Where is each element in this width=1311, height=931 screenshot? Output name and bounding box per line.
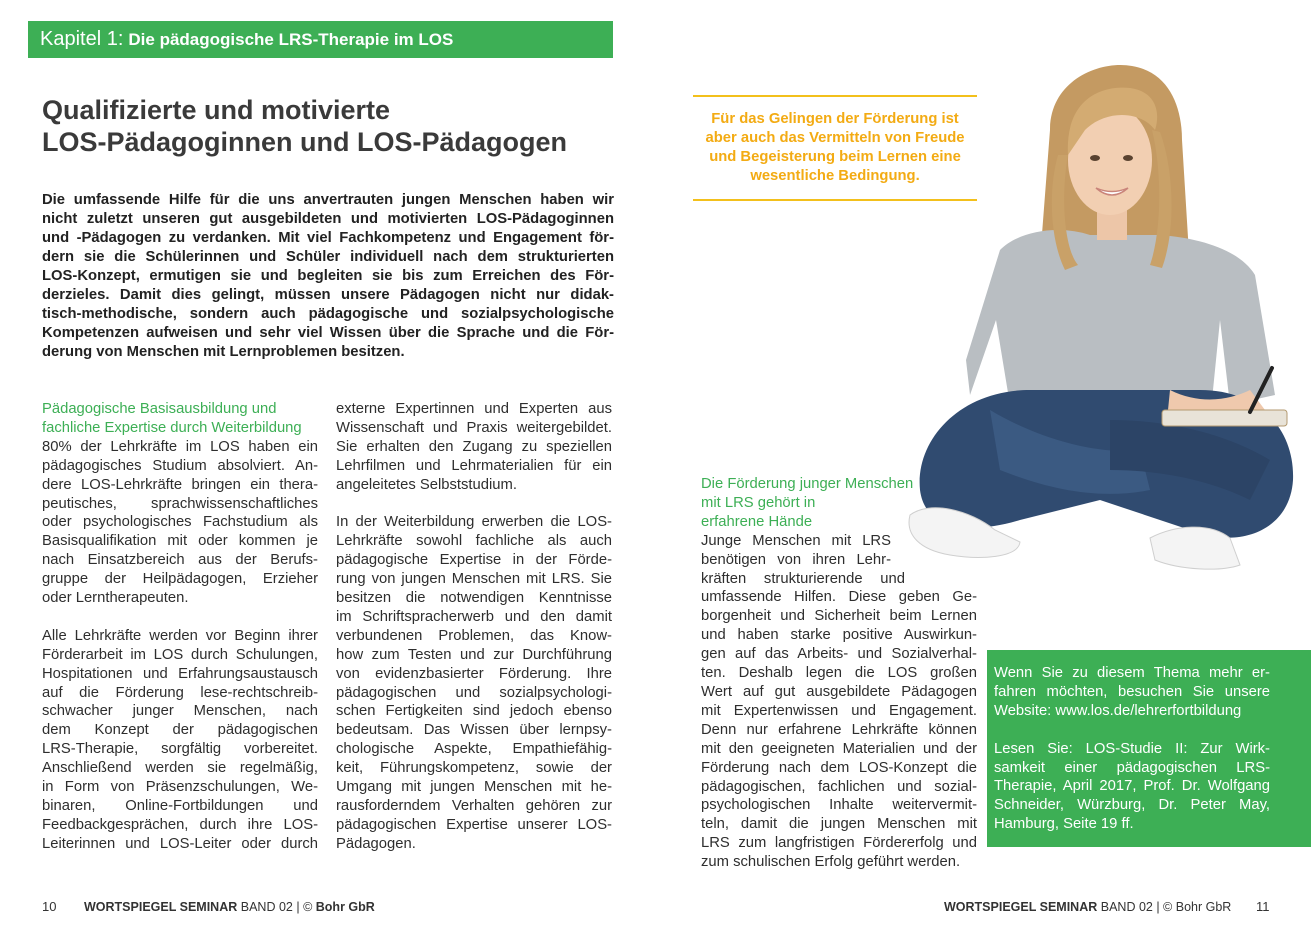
footer-brand: WORTSPIEGEL SEMINAR [944,900,1098,914]
body-line: pädagogisches Studium absolviert. An- [42,457,318,474]
info-line: Therapie, April 2017, Prof. Dr. Wolfgang [994,778,1270,795]
body-line: how zum Testen und zur Durchführung [336,646,612,663]
body-line: rausforderndem Verhalten gehören zur [336,798,612,815]
body-line: dere LOS-Lehrkräfte bringen ein thera- [42,476,318,493]
body-line: von evidenzbasierter Förderung. Ihre [336,665,612,682]
body-line: Junge Menschen mit LRS [701,532,891,549]
info-line: Lesen Sie: LOS-Studie II: Zur Wirk- [994,740,1270,757]
body-line: Basisqualifikation mit oder kommen je [42,533,318,550]
section-heading: fachliche Expertise durch Weiterbildung [42,419,302,436]
chapter-banner [28,21,613,58]
text-column-left [42,400,318,854]
intro-line: Kompetenzen aufweisen und sehr viel Wissen über die Sprache und die För- [42,325,614,341]
body-line: Förderung nach dem LOS-Konzept die [701,759,977,776]
intro-line: Die umfassende Hilfe für die uns anvertrauten jungen Menschen haben wir [42,192,614,208]
body-line: mit den geeigneten Materialien und der [701,740,977,757]
body-line: verbundenen Problemen, das Know- [336,627,612,644]
body-line: 80% der Lehrkräfte im LOS haben ein [42,438,318,455]
body-line: bedeutsam. Das Wissen über lernpsy- [336,722,612,739]
body-line: Lehrkräfte sowohl fachliche als auch [336,533,612,550]
body-line: externe Expertinnen und Experten aus [336,401,612,417]
intro-line: LOS-Konzept, ermutigen sie und begleiten sie bis zum Erreichen des För- [42,268,614,284]
body-line: pädagogischen Expertise unserer LOS- [336,816,612,833]
footer-owner: Bohr GbR [315,900,375,914]
body-line: nach Einsatzbereich aus der Berufs- [42,552,318,569]
intro-paragraph [42,191,614,362]
body-line: binaren, Online-Fortbildungen und [42,798,318,815]
text-column-middle [336,400,612,854]
body-line: rung von jungen Menschen mit LRS. Sie [336,571,612,588]
info-line: Schneider, Würzburg, Dr. Peter May, [994,797,1270,814]
body-line: Feedbackgesprächen, durch ihre LOS- [42,816,318,833]
body-line: zum schulischen Erfolg geführt werden. [701,854,961,871]
text-column-right [701,475,977,872]
page-number-left: 10 [42,899,57,914]
body-line: chologische Aspekte, Empathiefähig- [336,741,612,758]
intro-line: derung von Menschen mit Lernproblemen besitzen. [42,344,405,360]
body-line: Anschließend werden sie regelmäßig, [42,760,318,777]
intro-line: derzieles. Damit dies gelingt, müssen unsere Pädagogen nicht nur didak- [42,287,614,303]
website-link[interactable]: Website: www.los.de/lehrerfortbildung [994,702,1242,719]
body-line: schen Fertigkeiten sind jedoch ebenso [336,703,612,720]
body-line: LRS-Therapie, sorgfältig vorbereitet. [42,741,318,758]
body-line: peutisches, sprachwissenschaftliches [42,495,318,512]
body-line: oder Lerntherapeuten. [42,590,189,607]
body-line: Wert auf gut ausgebildete Pädagogen [701,683,977,700]
quote-line: und Begeisterung beim Lernen eine [709,149,961,165]
footer-brand: WORTSPIEGEL SEMINAR [84,900,238,914]
section-heading: mit LRS gehört in [701,494,816,511]
info-box [987,650,1311,847]
footer-band: BAND 02 | © Bohr GbR [1100,900,1232,914]
quote-line: aber auch das Vermitteln von Freude [705,130,965,146]
page-number-right: 11 [1256,899,1270,914]
footer-band: BAND 02 | [240,900,300,914]
body-line: In der Weiterbildung erwerben die LOS- [336,514,612,531]
body-line: benötigen von ihren Lehr- [701,551,891,568]
footer-copyright: © [303,900,313,914]
body-line: angeleitetes Selbststudium. [336,476,517,493]
body-line: kräften strukturierende und [701,570,905,587]
body-line: oder psychologisches Fachstudium als [42,514,318,531]
body-line: keit, Führungskompetenz, sowie der [336,760,612,777]
body-line: mit Expertenwissen und Engagement. [701,702,977,719]
footer-right [944,900,1231,914]
title-line: LOS-Pädagoginnen und LOS-Pädagogen [42,127,567,157]
body-line: in Form von Präsenzschulungen, We- [42,779,318,796]
body-line: schwacher junger Menschen, nach [42,703,318,720]
section-heading: Pädagogische Basisausbildung und [42,401,277,417]
info-line: fahren möchten, besuchen Sie unsere [994,683,1270,700]
chapter-label: Kapitel 1: [40,28,124,50]
body-line: besitzen die notwendigen Kenntnisse [336,590,612,607]
body-line: Leiterinnen und LOS-Leiter oder durch [42,835,318,852]
body-line: pädagogischen und sozialpsychologi- [336,684,612,701]
body-line: Lehrfilmen und Lehrmaterialien für ein [336,457,612,474]
body-line: Wissenschaft und Praxis weitergebildet. [336,419,612,436]
info-line: Wenn Sie zu diesem Thema mehr er- [994,665,1270,681]
body-line: Hospitationen und Erfahrungsaustausch [42,665,318,682]
quote-line: wesentliche Bedingung. [750,168,920,184]
body-line: gruppe der Heilpädagogen, Erzieher [42,571,318,588]
body-line: dem Konzept der pädagogischen [42,722,318,739]
page-title [42,94,612,158]
body-line: Sie erhalten den Zugang zu speziellen [336,438,612,455]
body-line: pädagogische Expertise in der Förde- [336,552,612,569]
body-line: LRS zum langfristigen Fördererfolg und [701,835,977,852]
section-heading: erfahrene Hände [701,513,813,530]
body-line: Alle Lehrkräfte werden vor Beginn ihrer [42,627,318,644]
info-line: Hamburg, Seite 19 ff. [994,816,1134,833]
title-line: Qualifizierte und motivierte [42,95,391,125]
body-line: psychologischen Inhalte weitervermit- [701,797,977,814]
body-line: Pädagogen. [336,835,416,852]
body-line: Denn nur erfahrene Lehrkräfte können [701,721,977,738]
body-line: umfassende Hilfen. Diese geben Ge- [701,589,977,606]
body-line: auf die Förderung lese-rechtschreib- [42,684,318,701]
body-line: im Schriftspracherwerb und den damit [336,608,612,625]
body-line: borgenheit und Sicherheit beim Lernen [701,608,977,625]
info-line: samkeit einer pädagogischen LRS- [994,759,1270,776]
footer-left [84,900,375,914]
intro-line: und -Pädagogen zu verdanken. Mit viel Fachkompetenz und Engagement för- [42,230,614,246]
body-line: pädagogischen, fachlichen und sozial- [701,778,977,795]
intro-line: tisch-methodische, sondern auch pädagogische und sozialpsychologische [42,306,614,322]
intro-line: nicht zuletzt unseren gut ausgebildeten und motivierten LOS-Pädagoginnen [42,211,614,227]
body-line: gen auf das Arbeits- und Sozialverhal- [701,646,977,663]
quote-line: Für das Gelingen der Förderung ist [711,111,959,127]
body-line: Umgang mit jungen Menschen mit he- [336,779,612,796]
intro-line: dern sie die Schülerinnen und Schüler individuell nach dem strukturierten [42,249,614,265]
body-line: teln, damit die jungen Menschen mit [701,816,977,833]
body-line: und haben starke positive Auswirkun- [701,627,977,644]
chapter-title: Die pädagogische LRS-Therapie im LOS [128,29,454,49]
body-line: Förderarbeit im LOS durch Schulungen, [42,646,318,663]
section-heading: Die Förderung junger Menschen [701,476,914,492]
body-line: ten. Deshalb legen die LOS großen [701,665,977,682]
